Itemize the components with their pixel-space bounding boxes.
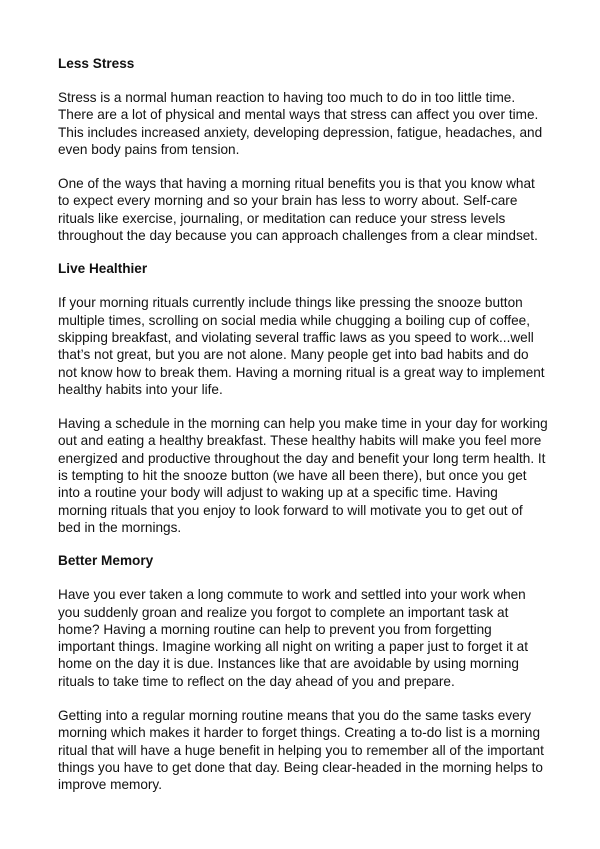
paragraph: Stress is a normal human reaction to having too much to do in too little time. There are a lot of physical and mental ways that stress can affect you over time. This includes increased anxiety, developing depression, fatigue, headaches, and even body pains from tension. xyxy=(58,90,543,157)
section-better-memory xyxy=(58,552,548,793)
paragraph: Having a schedule in the morning can help you make time in your day for working out and eating a healthy breakfast. These healthy habits will make you feel more energized and productive throughout the day and benefit your long term health. It is tempting to hit the snooze button (we have all been there), but once you get into a routine your body will adjust to waking up at a specific time. Having morning rituals that you enjoy to look forward to will motivate you to get out of bed in the mornings. xyxy=(58,416,548,535)
paragraph: Getting into a regular morning routine means that you do the same tasks every morning which makes it harder to forget things. Creating a to-do list is a morning ritual that will have a huge benefit in helping you to remember all of the important things you have to get done that day. Being clear-headed in the morning helps to improve memory. xyxy=(58,708,544,793)
section-heading: Live Healthier xyxy=(58,261,148,277)
section-heading: Less Stress xyxy=(58,56,135,71)
paragraph: Have you ever taken a long commute to work and settled into your work when you suddenly groan and realize you forgot to complete an important task at home? Having a morning routine can help to prevent you from forgetting important things. Imagine working all night on writing a paper just to forget it at home on the day it is due. Instances like that are avoidable by using morning rituals to take time to reflect on the day ahead of you and prepare. xyxy=(58,587,528,689)
section-heading: Better Memory xyxy=(58,553,154,569)
section-live-healthier xyxy=(58,260,548,536)
paragraph: If your morning rituals currently include things like pressing the snooze button multiple times, scrolling on social media while chugging a boiling cup of coffee, skipping breakfast, and violating several traffic laws as you speed to work...well that’s not great, but you are not alone. Many people get into bad habits and do not know how to break them. Having a morning ritual is a great way to implement healthy habits into your life. xyxy=(58,295,545,397)
section-less-stress xyxy=(58,55,548,244)
paragraph: One of the ways that having a morning ritual benefits you is that you know what to expect every morning and so your brain has less to worry about. Self-care rituals like exercise, journaling, or meditation can reduce your stress levels throughout the day because you can approach challenges from a clear mindset. xyxy=(58,176,538,244)
document-content xyxy=(58,55,548,810)
